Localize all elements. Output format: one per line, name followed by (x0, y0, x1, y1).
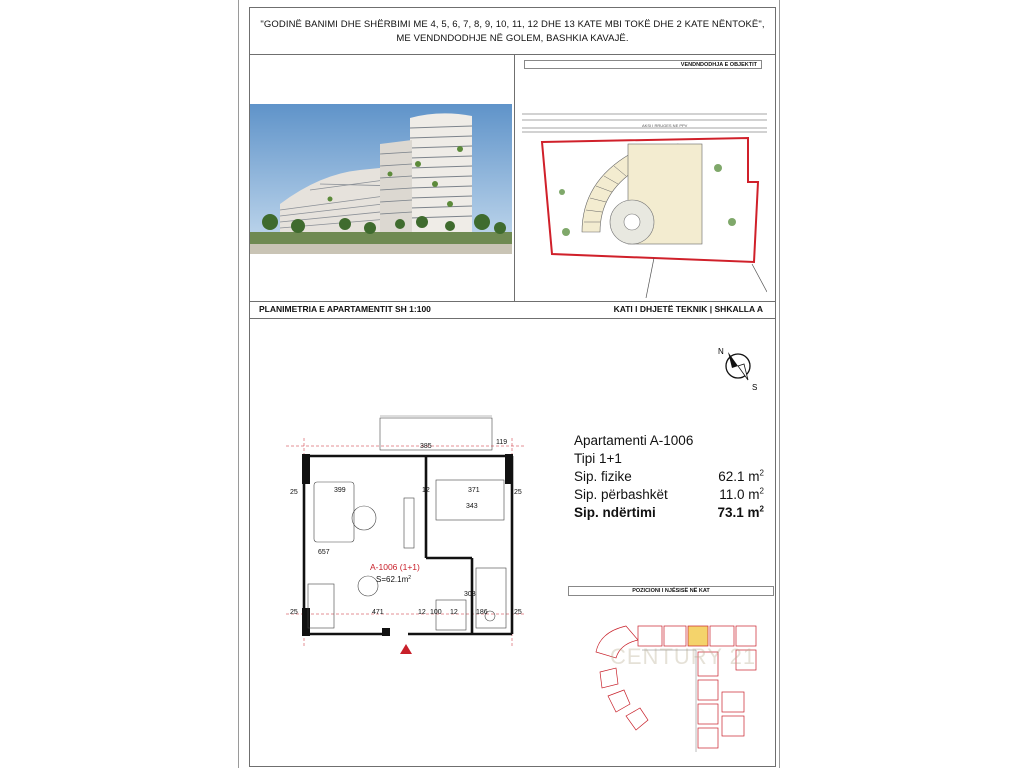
divider (514, 55, 515, 301)
north-arrow-icon (716, 342, 760, 392)
area-label: Sip. përbashkët (574, 487, 668, 502)
divider (250, 301, 775, 302)
dim-text: 119 (496, 439, 508, 446)
project-title (250, 18, 775, 46)
divider (250, 54, 775, 55)
area-row (574, 486, 764, 504)
unit-area: S=62.1m (376, 575, 409, 584)
apartment-type: Tipi 1+1 (574, 451, 622, 466)
unit-position-keyplan (586, 612, 786, 762)
dim-text: 471 (372, 609, 384, 616)
dim-text: 12 (418, 609, 426, 616)
compass-s: S (752, 383, 758, 392)
dim-text: 25 (290, 489, 298, 496)
area-unit-sup: 2 (759, 468, 764, 478)
dim-text: 303 (464, 591, 476, 598)
dim-text: 25 (514, 489, 522, 496)
floor-level-title: KATI I DHJETË TEKNIK | SHKALLA A (613, 304, 763, 314)
site-plan-label: VENDNDODHJA E OBJEKTIT (524, 60, 762, 69)
unit-label: A-1006 (1+1) (370, 562, 420, 572)
keyplan-label: POZICIONI I NJËSISË NË KAT (568, 586, 774, 596)
dim-text: 12 (422, 487, 430, 494)
area-unit-sup: 2 (759, 486, 764, 496)
drawing-frame (249, 7, 776, 767)
project-title-line1: "GODINË BANIMI DHE SHËRBIMI ME 4, 5, 6, 7, 8, 9, 10, 11, 12 DHE 13 KATE MBI TOKË DHE 2 KATE NËNTOKË", (260, 19, 765, 30)
watermark: CENTURY 21 (610, 644, 757, 669)
floorplan-scale-title: PLANIMETRIA E APARTAMENTIT SH 1:100 (259, 304, 431, 314)
unit-area-sup: 2 (408, 575, 412, 581)
apartment-name: Apartamenti A-1006 (574, 433, 694, 448)
area-value: 73.1 m (717, 505, 760, 520)
dim-text: 100 (430, 609, 442, 616)
svg-text:S=62.1m2 (376, 575, 411, 584)
dim-text: 343 (466, 503, 478, 510)
area-label: Sip. fizike (574, 469, 632, 484)
compass-n: N (718, 347, 724, 356)
area-unit-sup: 2 (759, 504, 764, 514)
dim-text: 25 (290, 609, 298, 616)
area-value: 62.1 m (718, 469, 760, 484)
dim-text: 12 (450, 609, 458, 616)
dim-text: 371 (468, 487, 480, 494)
area-row (574, 504, 764, 522)
dim-text: 657 (318, 549, 330, 556)
apartment-info (574, 432, 764, 522)
site-plan (522, 72, 767, 298)
area-value: 11.0 m (719, 487, 760, 502)
dim-text: 186 (476, 609, 488, 616)
area-label: Sip. ndërtimi (574, 505, 656, 520)
road-label: AKSI I RRUGES NE PPV (642, 123, 688, 128)
area-row (574, 468, 764, 486)
project-title-line2: ME VENDNDODHJE NË GOLEM, BASHKIA KAVAJË. (396, 33, 629, 44)
dim-text: 399 (334, 487, 346, 494)
dim-text: 25 (514, 609, 522, 616)
building-rendering (250, 104, 512, 254)
dim-text: 385 (420, 443, 432, 450)
apartment-floorplan (286, 408, 526, 654)
divider (250, 318, 775, 319)
